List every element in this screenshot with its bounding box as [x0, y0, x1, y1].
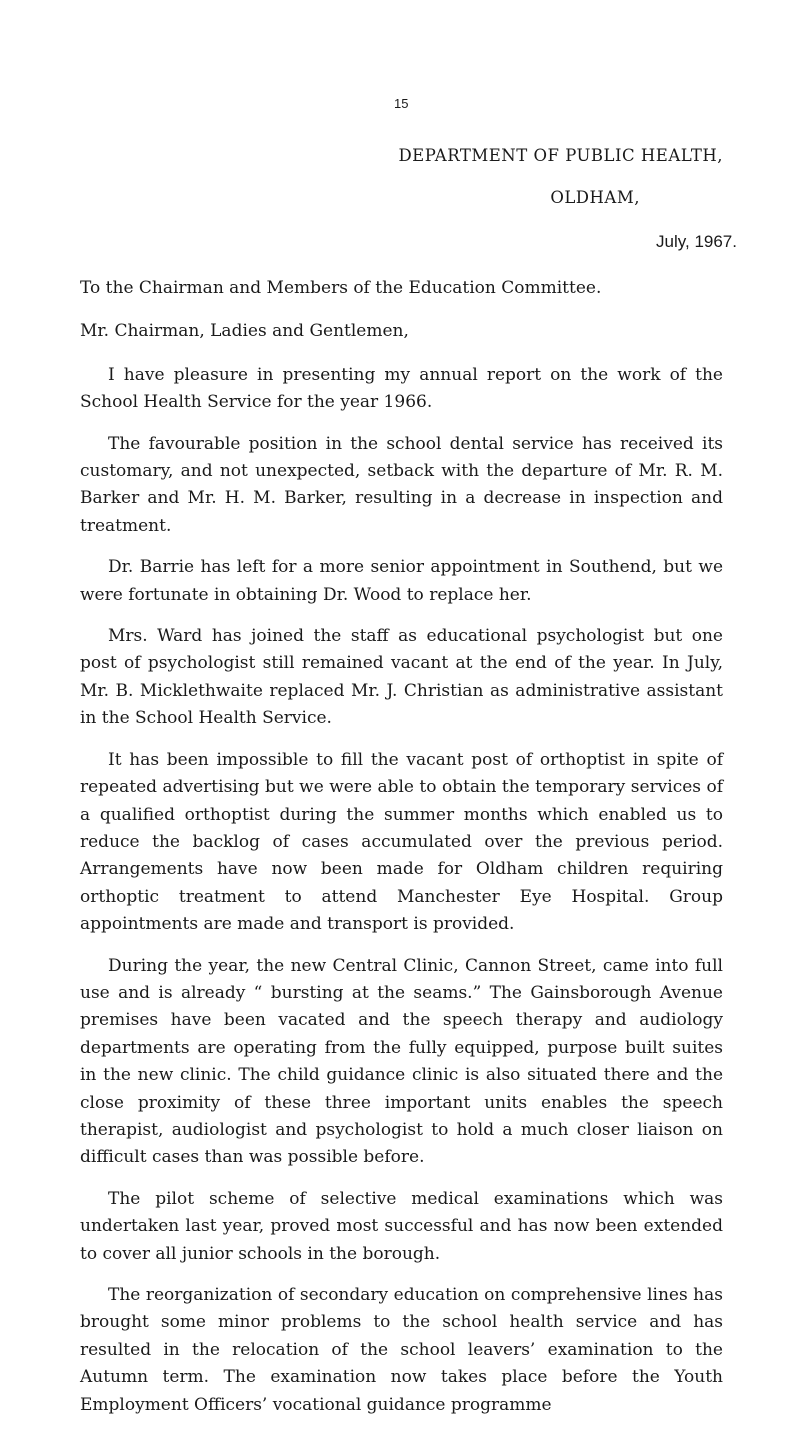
paragraph-introduction: I have pleasure in presenting my annual report on the work of the School Health Service for the year 1966.: [80, 364, 723, 413]
paragraph-psychologist: Mrs. Ward has joined the staff as educational psychologist but one post of psychologist still remained vacant at the end of the year. In July, Mr. B. Micklethwaite replaced Mr. J. Christian as administrative assistant in the School Health Service.: [80, 626, 723, 729]
department-heading: DEPARTMENT OF PUBLIC HEALTH,: [398, 146, 723, 165]
page-number: 15: [394, 96, 409, 111]
letter-date: July, 1967.: [656, 232, 737, 251]
letter-body: [80, 275, 723, 1433]
paragraph-pilot-scheme: The pilot scheme of selective medical examinations which was undertaken last year, proved most successful and has now been extended to cover all junior schools in the borough.: [80, 1188, 723, 1264]
address-line: To the Chairman and Members of the Education Committee.: [80, 278, 602, 298]
town-heading: OLDHAM,: [550, 188, 640, 207]
paragraph-dental-service: The favourable position in the school dental service has received its customary, and not unexpected, setback with the departure of Mr. R. M. Barker and Mr. H. M. Barker, resulting in a decrease in inspection and treatment.: [80, 433, 723, 536]
paragraph-orthoptist: It has been impossible to fill the vacant post of orthoptist in spite of repeated advertising but we were able to obtain the temporary services of a qualified orthoptist during the summer months which enabled us to reduce the backlog of cases accumulated over the previous period. Arrangements have now been made for Oldham children requiring orthoptic treatment to attend Manchester Eye Hospital. Group appointments are made and transport is provided.: [80, 749, 723, 935]
paragraph-staff-change: Dr. Barrie has left for a more senior appointment in Southend, but we were fortunate in obtaining Dr. Wood to replace her.: [80, 557, 723, 605]
paragraph-reorganization: The reorganization of secondary education on comprehensive lines has brought some minor problems to the school health service and has resulted in the relocation of the school leavers’ examination to the Autumn term. The examination now takes place before the Youth Employment Officers’ vocational guidance programme: [80, 1285, 723, 1415]
salutation-line: Mr. Chairman, Ladies and Gentlemen,: [80, 321, 409, 342]
paragraph-central-clinic: During the year, the new Central Clinic, Cannon Street, came into full use and is already “ bursting at the seams.” The Gainsborough Avenue premises have been vacated and the speech therapy and audiology departments are operating from the fully equipped, purpose built suites in the new clinic. The child guidance clinic is also situated there and the close proximity of these three important units enables the speech therapist, audiologist and psychologist to hold a much closer liaison on difficult cases than was possible before.: [80, 955, 723, 1168]
